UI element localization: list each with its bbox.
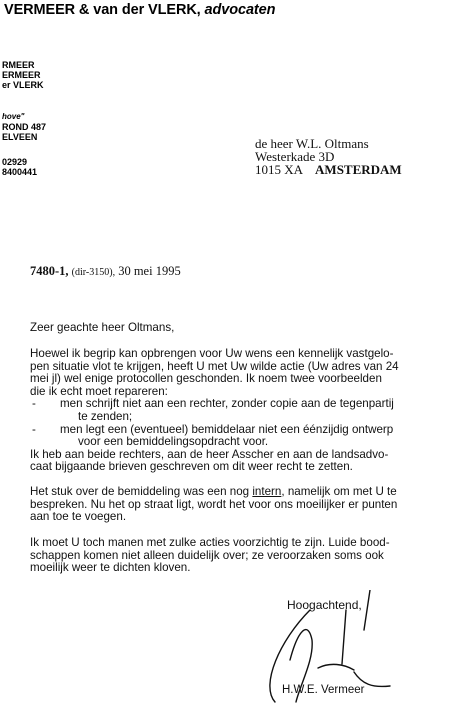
sender-line: ERMEER [2, 70, 41, 80]
paragraph-line: caat bijgaande brieven geschreven om dit weer recht te zetten. [30, 460, 353, 474]
sender-line: RMEER [2, 60, 35, 70]
sender-line: er VLERK [2, 80, 44, 90]
letter-date: 30 mei 1995 [118, 264, 181, 278]
bullet-item: - men schrijft niet aan een rechter, zonder copie aan de tegenpartij [32, 397, 394, 411]
bullet-continuation: te zenden; [78, 409, 133, 423]
paragraph-line: bespreken. Nu het op straat ligt, wordt het voor ons moeilijker er punten [30, 497, 398, 511]
paragraph-line: aan toe te voegen. [30, 510, 127, 524]
paragraph-text: , namelijk om met U te [281, 485, 397, 498]
salutation: Zeer geachte heer Oltmans, [30, 321, 175, 334]
closing: Hoogachtend, [287, 598, 362, 612]
firm-profession: advocaten [204, 2, 276, 18]
bullet-text: men legt een (eventueel) bemiddelaar niet een éénzijdig ontwerp [60, 422, 394, 436]
paragraph-3 [30, 537, 450, 575]
bullet-continuation: voor een bemiddelingsopdracht voor. [78, 435, 269, 449]
firm-name: VERMEER & van der VLERK, [4, 2, 205, 18]
reference-dir: (dir-3150), [71, 267, 116, 278]
paragraph-text: Het stuk over de bemiddeling was een nog [30, 485, 253, 498]
signer-name: H.W.E. Vermeer [282, 684, 365, 696]
paragraph-line: mei jl) wel enige protocollen geschonden. Ik noem twee voorbeelden [30, 372, 382, 386]
paragraph-line: Ik moet U toch manen met zulke acties voorzichtig te zijn. Luide bood- [30, 536, 390, 549]
paragraph-line: moeilijk weer te dichten kloven. [30, 561, 191, 575]
bullet-item: - men legt een (eventueel) bemiddelaar niet een éénzijdig ontwerp [32, 422, 394, 436]
sender-numbers [2, 157, 37, 177]
recipient-street: Westerkade 3D [255, 149, 335, 164]
paragraph-line: pen situatie vlot te krijgen, heeft U met Uw wilde actie (Uw adres van 24 [30, 359, 399, 373]
recipient-city: AMSTERDAM [315, 162, 402, 177]
sender-address-line: ROND 487 [2, 122, 47, 132]
sender-address-line: ELVEEN [2, 132, 38, 142]
sender-number: 8400441 [2, 167, 38, 177]
underlined-word: intern [252, 485, 282, 498]
paragraph-2 [30, 486, 450, 524]
recipient-postcode: 1015 XA [255, 162, 304, 177]
sender-address [2, 112, 46, 142]
recipient-name: de heer W.L. Oltmans [255, 136, 369, 151]
reference-number: 7480-1, [30, 264, 69, 278]
bullet-text: men schrijft niet aan een rechter, zonder copie aan de tegenpartij [60, 397, 394, 411]
paragraph-line: schappen komen niet alleen duidelijk over; ze veroorzaken soms ook [30, 548, 384, 562]
sender-address-line: hove" [2, 112, 25, 121]
sender-names [2, 60, 44, 90]
paragraph-1 [30, 348, 450, 474]
paragraph-line: Hoewel ik begrip kan opbrengen voor Uw wens een kennelijk vastgelo- [30, 347, 394, 360]
paragraph-line: die ik echt moet repareren: [30, 384, 168, 398]
sender-number: 02929 [2, 157, 28, 167]
reference-line [30, 264, 181, 279]
paragraph-line: Ik heb aan beide rechters, aan de heer Asscher en aan de landsadvo- [30, 447, 389, 461]
recipient-address [255, 137, 402, 176]
letterhead [4, 2, 275, 18]
